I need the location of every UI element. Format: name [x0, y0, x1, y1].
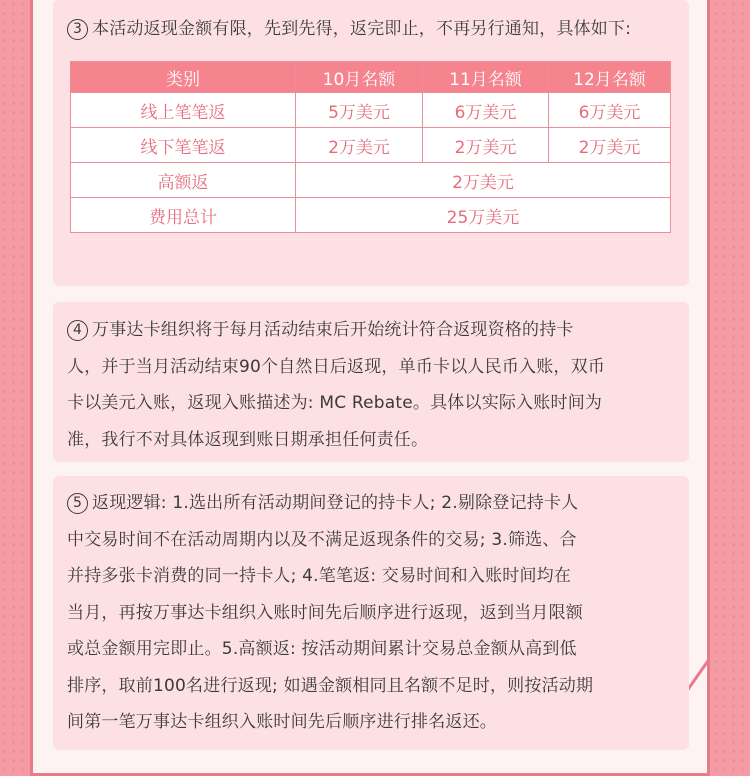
cell-value: 6万美元	[423, 93, 549, 128]
cell-merged-value: 25万美元	[296, 198, 671, 233]
text-line: 卡以美元入账，返现入账描述为: MC Rebate。具体以实际入账时间为	[67, 393, 603, 413]
text-line: 间第一笔万事达卡组织入账时间先后顺序进行排名返还。	[67, 712, 497, 732]
text-line: 或总金额用完即止。5.高额返: 按活动期间累计交易总金额从高到低	[67, 639, 577, 659]
table-header-row	[71, 62, 671, 93]
section-5-card	[53, 476, 689, 750]
quota-table	[70, 61, 671, 233]
header-dec: 12月名额	[549, 62, 671, 93]
table-row	[71, 128, 671, 163]
cell-merged-value: 2万美元	[296, 163, 671, 198]
text-line: 当月，再按万事达卡组织入账时间先后顺序进行返现，返到当月限额	[67, 602, 583, 623]
section-5-paragraph	[53, 476, 689, 741]
section-3-card	[53, 0, 689, 286]
table-row	[71, 198, 671, 233]
cell-value: 5万美元	[296, 93, 423, 128]
text-line: 人，并于当月活动结束90个自然日后返现，单币卡以人民币入账，双币	[67, 356, 606, 377]
cell-value: 2万美元	[549, 128, 671, 163]
text-line: 准，我行不对具体返现到账日期承担任何责任。	[67, 429, 429, 450]
text-line: 排序，取前100名进行返现; 如遇金额相同且名额不足时，则按活动期	[67, 675, 594, 696]
table-row	[71, 163, 671, 198]
section-number-3: 3	[67, 19, 88, 40]
text-line: 中交易时间不在活动周期内以及不满足返现条件的交易; 3.筛选、合	[67, 529, 577, 550]
cell-value: 2万美元	[296, 128, 423, 163]
row-label: 费用总计	[71, 198, 296, 233]
row-label: 线下笔笔返	[71, 128, 296, 163]
cell-value: 6万美元	[549, 93, 671, 128]
section-number-5: 5	[67, 493, 88, 514]
text-line: 万事达卡组织将于每月活动结束后开始统计符合返现资格的持卡	[92, 320, 574, 340]
section-number-4: 4	[67, 320, 88, 341]
section-3-intro	[53, 0, 689, 44]
header-oct: 10月名额	[296, 62, 423, 93]
row-label: 高额返	[71, 163, 296, 198]
text-line: 返现逻辑: 1.选出所有活动期间登记的持卡人; 2.剔除登记持卡人	[92, 493, 579, 513]
section-3-text: 本活动返现金额有限，先到先得，返完即止，不再另行通知，具体如下:	[92, 19, 632, 39]
header-category: 类别	[71, 62, 296, 93]
row-label: 线上笔笔返	[71, 93, 296, 128]
section-4-paragraph	[53, 302, 689, 458]
text-line: 并持多张卡消费的同一持卡人; 4.笔笔返: 交易时间和入账时间均在	[67, 566, 572, 586]
section-4-card	[53, 302, 689, 462]
header-nov: 11月名额	[423, 62, 549, 93]
cell-value: 2万美元	[423, 128, 549, 163]
table-row	[71, 93, 671, 128]
